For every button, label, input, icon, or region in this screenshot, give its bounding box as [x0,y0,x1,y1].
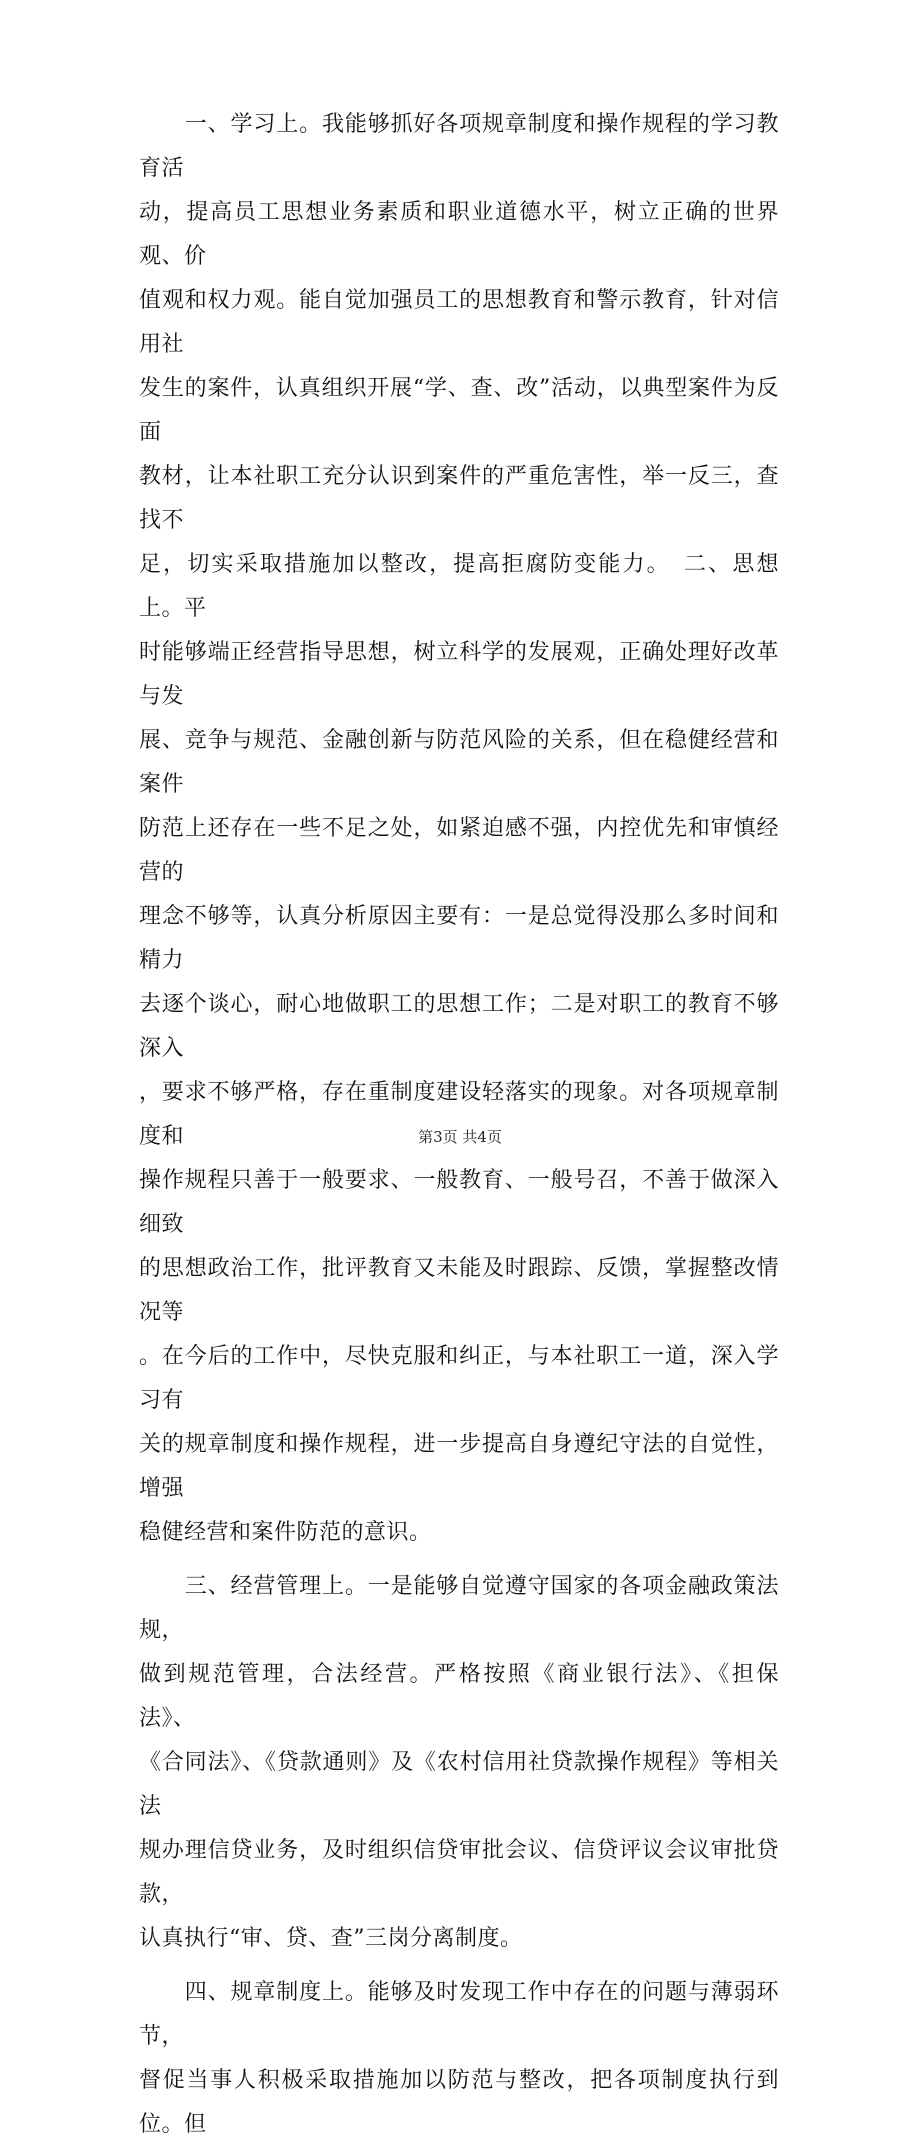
text-line: 《合同法》、《贷款通则》及《农村信用社贷款操作规程》等相关法 [139,1750,779,1819]
text-line: 理念不够等，认真分析原因主要有：一是总觉得没那么多时间和精力 [139,904,779,973]
text-line: 做到规范管理，合法经营。严格按照《商业银行法》、《担保法》、 [139,1662,779,1731]
text-line: ，要求不够严格，存在重制度建设轻落实的现象。对各项规章制度和 [139,1080,779,1149]
paragraph-study-and-thinking [139,103,779,1555]
page-number-footer: 第3页 共4页 [418,1128,502,1146]
text-line: 发生的案件，认真组织开展“学、查、改”活动，以典型案件为反面 [139,376,779,445]
text-line: 。在今后的工作中，尽快克服和纠正，与本社职工一道，深入学习有 [139,1344,779,1413]
document-body [139,103,779,2147]
text-line: 三、经营管理上。一是能够自觉遵守国家的各项金融政策法规， [139,1574,779,1643]
text-line: 一、学习上。我能够抓好各项规章制度和操作规程的学习教育活 [139,112,779,181]
text-line: 教材，让本社职工充分认识到案件的严重危害性，举一反三，查找不 [139,464,779,533]
text-line: 足，切实采取措施加以整改，提高拒腐防变能力。 二、思想上。平 [139,552,779,621]
paragraph-rules-and-regulations [139,1971,779,2147]
text-line: 关的规章制度和操作规程，进一步提高自身遵纪守法的自觉性，增强 [139,1432,779,1501]
text-line: 操作规程只善于一般要求、一般教育、一般号召，不善于做深入细致 [139,1168,779,1237]
text-line: 值观和权力观。能自觉加强员工的思想教育和警示教育，针对信用社 [139,288,779,357]
text-line: 规办理信贷业务，及时组织信贷审批会议、信贷评议会议审批贷款， [139,1838,779,1907]
text-line: 四、规章制度上。能够及时发现工作中存在的问题与薄弱环节， [139,1980,779,2049]
text-line: 防范上还存在一些不足之处，如紧迫感不强，内控优先和审慎经营的 [139,816,779,885]
text-line: 去逐个谈心，耐心地做职工的思想工作；二是对职工的教育不够深入 [139,992,779,1061]
text-line: 认真执行“审、贷、查”三岗分离制度。 [139,1926,523,1951]
text-line: 展、竞争与规范、金融创新与防范风险的关系，但在稳健经营和案件 [139,728,779,797]
paragraph-business-management [139,1565,779,1961]
text-line: 时能够端正经营指导思想，树立科学的发展观，正确处理好改革与发 [139,640,779,709]
text-line: 动，提高员工思想业务素质和职业道德水平，树立正确的世界观、价 [139,200,779,269]
text-line: 的思想政治工作，批评教育又未能及时跟踪、反馈，掌握整改情况等 [139,1256,779,1325]
text-line: 稳健经营和案件防范的意识。 [139,1520,432,1545]
text-line: 督促当事人积极采取措施加以防范与整改，把各项制度执行到位。但 [139,2068,779,2137]
